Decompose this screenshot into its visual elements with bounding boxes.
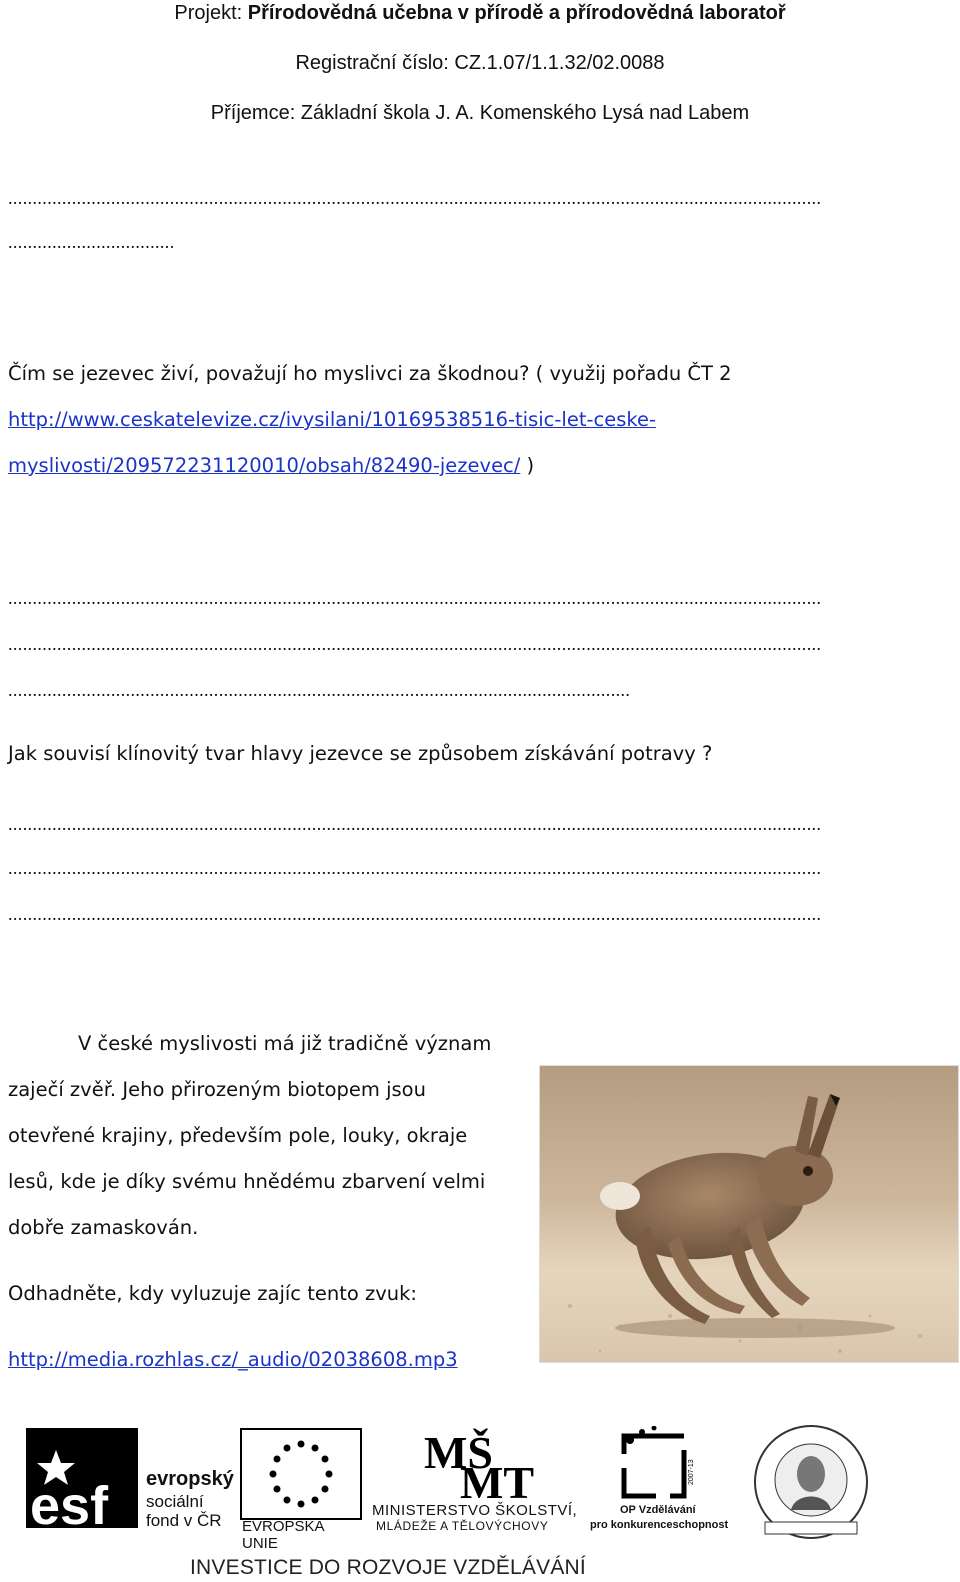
answer-line: ......................................................................................................................................................................	[8, 904, 822, 924]
answer-line: ......................................................................................................................................................................	[8, 814, 822, 834]
op-text-1: OP Vzdělávání	[620, 1504, 696, 1516]
hare-text-line4: lesů, kde je díky svému hnědému zbarvení velmi	[8, 1170, 486, 1193]
eu-label: EVROPSKÁ UNIE	[242, 1518, 325, 1552]
registration-number: Registrační číslo: CZ.1.07/1.1.32/02.0088	[295, 52, 665, 74]
svg-text:MT: MT	[460, 1457, 535, 1500]
op-text-2: pro konkurenceschopnost	[590, 1519, 729, 1531]
recipient-line: Příjemce: Základní škola J. A. Komenského Lysá nad Labem	[210, 102, 750, 124]
msmt-text-2: MLÁDEŽE A TĚLOVÝCHOVY	[376, 1519, 549, 1533]
esf-logo	[26, 1428, 236, 1538]
ct-link-line2-row	[8, 454, 534, 477]
hare-text-line1: V české myslivosti má již tradičně význam	[78, 1032, 492, 1055]
svg-text:esf: esf	[30, 1476, 109, 1536]
hare-photo	[539, 1065, 959, 1363]
hare-sound-question: Odhadněte, kdy vyluzuje zajíc tento zvuk:	[8, 1282, 417, 1305]
school-seal-logo	[745, 1422, 880, 1540]
answer-line: ......................................................................................................................................................................	[8, 858, 822, 878]
project-prefix: Projekt:	[174, 2, 248, 24]
question-badger-head: Jak souvisí klínovitý tvar hlavy jezevce se způsobem získávání potravy ?	[8, 742, 713, 765]
ct-link[interactable]: http://www.ceskatelevize.cz/ivysilani/10169538516-tisic-let-ceske-	[8, 408, 657, 431]
svg-text:2007-13: 2007-13	[688, 1459, 695, 1485]
ct-link-line1[interactable]	[8, 408, 656, 431]
closing-paren: )	[520, 454, 535, 477]
hare-text-line5: dobře zamaskován.	[8, 1216, 199, 1239]
footer-slogan: INVESTICE DO ROZVOJE VZDĚLÁVÁNÍ	[190, 1556, 586, 1579]
answer-line: ......................................................................................................................................................................	[8, 188, 822, 208]
project-line	[0, 2, 960, 25]
hare-text-line2: zaječí zvěř. Jeho přirozeným biotopem jsou	[8, 1078, 426, 1101]
audio-link[interactable]: http://media.rozhlas.cz/_audio/02038608.mp3	[8, 1348, 458, 1371]
answer-line: ...............................................................................................................................	[8, 680, 631, 700]
hare-text-line3: otevřené krajiny, především pole, louky, okraje	[8, 1124, 468, 1147]
msmt-logo	[372, 1424, 582, 1534]
question-badger-diet: Čím se jezevec živí, považují ho myslivci za škodnou? ( využij pořadu ČT 2	[8, 362, 732, 385]
esf-text-3: fond v ČR	[146, 1511, 222, 1530]
op-vk-logo	[590, 1426, 729, 1536]
msmt-text-1: MINISTERSTVO ŠKOLSTVÍ,	[372, 1502, 578, 1519]
svg-text:MŠ: MŠ	[424, 1427, 493, 1478]
project-name: Přírodovědná učebna v přírodě a přírodovědná laboratoř	[247, 2, 786, 24]
answer-line: ......................................................................................................................................................................	[8, 588, 822, 608]
answer-line: ......................................................................................................................................................................	[8, 634, 822, 654]
esf-text-1: evropský	[146, 1468, 234, 1490]
eu-flag-logo	[240, 1428, 364, 1552]
ct-link-continued[interactable]: myslivosti/209572231120010/obsah/82490-jezevec/	[8, 454, 521, 477]
answer-line: ..................................	[8, 232, 175, 252]
audio-link-row	[8, 1348, 458, 1371]
esf-text-2: sociální	[146, 1492, 204, 1511]
